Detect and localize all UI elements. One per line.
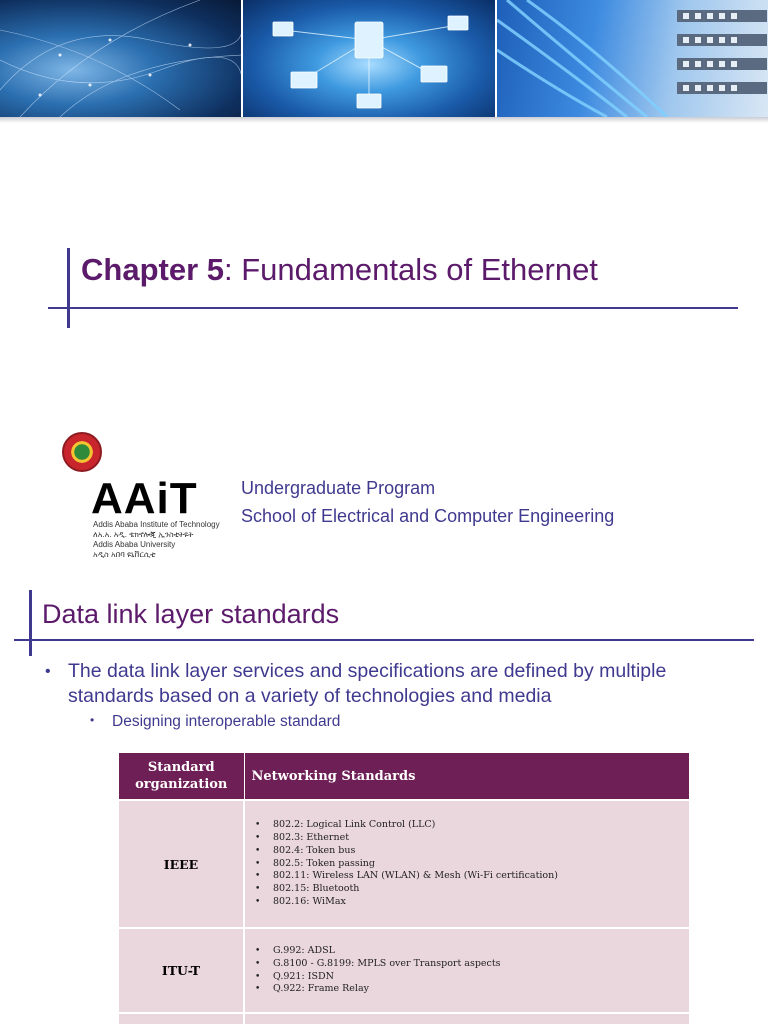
bullet-dot-icon: • (90, 713, 95, 727)
standards-cell (244, 800, 689, 928)
org-cell (119, 1013, 244, 1024)
chapter-title (81, 252, 598, 288)
banner-network-devices-image (243, 0, 494, 117)
table-row (119, 928, 689, 1013)
list-item: • 802.4: Token bus (255, 845, 689, 858)
logo-subline: ለአ.አ. አዲ. ቴክኖሎጂ ኢንስቲትዩት (93, 530, 194, 539)
table-header-row (119, 753, 689, 800)
banner-cables-image (497, 0, 768, 117)
network-devices-icon (243, 0, 494, 117)
bullet-item (46, 659, 746, 709)
table-row (119, 1013, 689, 1024)
org-cell: ITU-T (119, 928, 244, 1013)
ethernet-cables-icon (497, 0, 768, 117)
list-item: • 802.11: Wireless LAN (WLAN) & Mesh (Wi-Fi certification) (255, 870, 689, 883)
standards-list (255, 819, 689, 909)
banner-globe-image (0, 0, 241, 117)
bullet-text: The data link layer services and specifications are defined by multiple standards based on a variety of technologies and media (68, 660, 667, 707)
program-name: Undergraduate Program (241, 478, 436, 498)
header-banner (0, 0, 768, 117)
title-accent-bar (67, 248, 70, 328)
slide-title-rule (14, 639, 754, 641)
chapter-name: : Fundamentals of Ethernet (223, 252, 598, 287)
list-item: • 802.15: Bluetooth (255, 883, 689, 896)
chapter-number: Chapter 5 (81, 252, 224, 287)
logo-subline: Addis Ababa Institute of Technology (93, 520, 220, 529)
list-item: • Q.921: ISDN (255, 971, 689, 984)
slide-title: Data link layer standards (42, 599, 340, 629)
list-item: • Q.922: Frame Relay (255, 983, 689, 996)
sub-bullet-text: Designing interoperable standard (112, 713, 341, 730)
standards-list (255, 945, 689, 996)
list-item: • 802.5: Token passing (255, 858, 689, 871)
bullet-dot-icon: • (45, 663, 51, 680)
standards-cell (244, 928, 689, 1013)
globe-network-icon (0, 0, 241, 117)
list-item: • G.8100 - G.8199: MPLS over Transport aspects (255, 958, 689, 971)
list-item: • 802.2: Logical Link Control (LLC) (255, 819, 689, 832)
sub-bullet-item (90, 713, 340, 731)
logo-subline: Addis Ababa University (93, 540, 176, 549)
aait-logo: AAiT (91, 474, 198, 523)
banner-shadow (0, 117, 768, 123)
standards-cell (244, 1013, 689, 1024)
logo-subline: አዲስ አበባ ዩኒቨርሲቲ (93, 550, 156, 559)
header-standard-organization: Standard organization (119, 753, 244, 800)
school-name: School of Electrical and Computer Engineering (241, 506, 615, 526)
standards-table (119, 753, 689, 1024)
slide-accent-bar (29, 590, 32, 656)
slide-data-link-standards (0, 585, 768, 1024)
list-item: • 802.16: WiMax (255, 896, 689, 909)
table-row (119, 800, 689, 928)
org-cell: IEEE (119, 800, 244, 928)
list-item: • G.992: ADSL (255, 945, 689, 958)
title-rule (48, 307, 738, 309)
university-seal-icon (62, 432, 102, 472)
header-networking-standards: Networking Standards (244, 753, 689, 800)
list-item: • 802.3: Ethernet (255, 832, 689, 845)
